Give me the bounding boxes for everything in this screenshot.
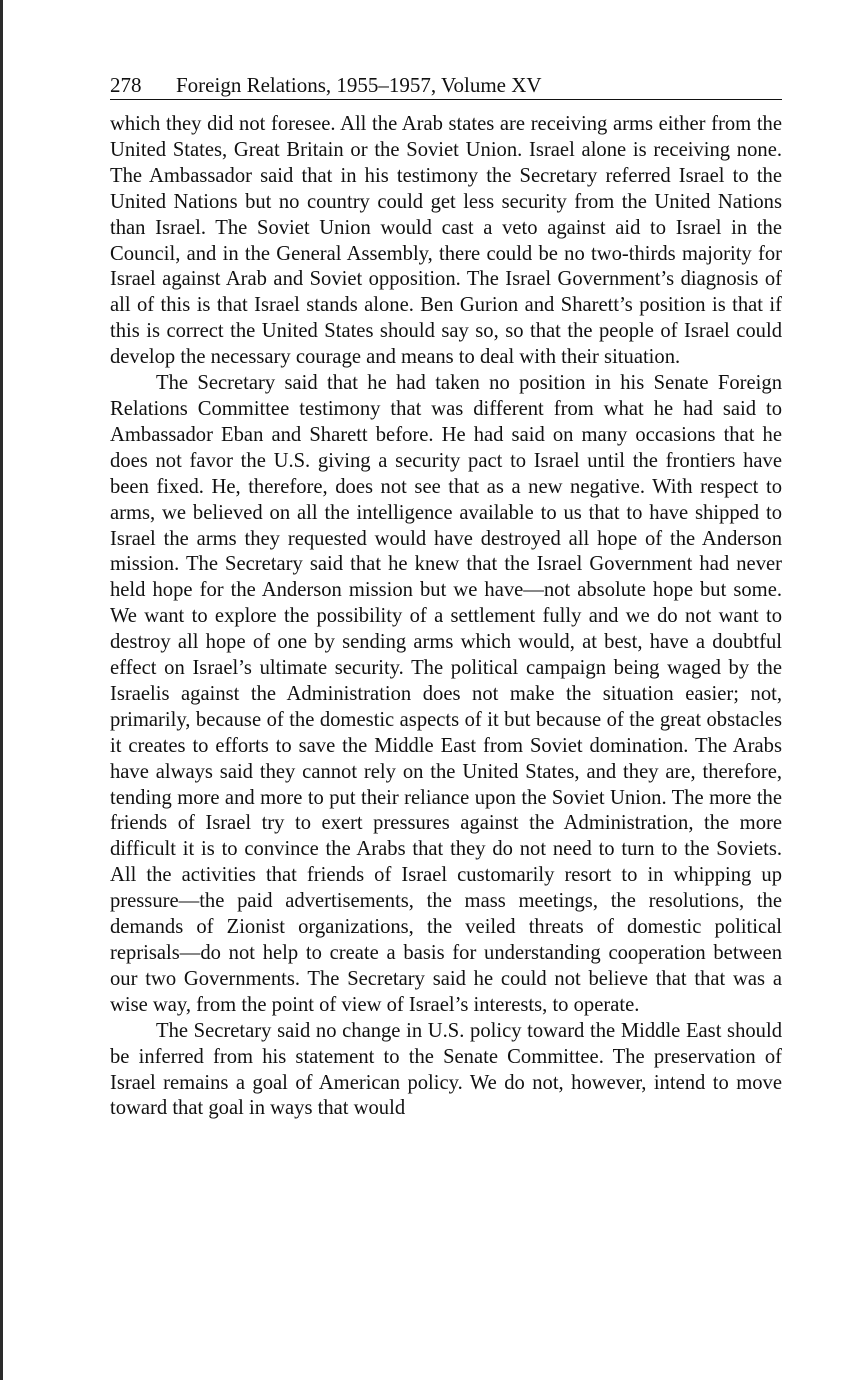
page-number: 278 (110, 73, 142, 97)
paragraph: The Secretary said no change in U.S. policy toward the Middle East should be inferred from his statement to the Senate Committee. The preservation of Israel remains a goal of American policy. We do not, however, intend to move toward that goal in ways that would (110, 1019, 782, 1120)
volume-title: Foreign Relations, 1955–1957, Volume XV (176, 73, 542, 97)
paragraph: The Secretary said that he had taken no position in his Senate Foreign Relations Committee testimony that was different from what he had said to Ambassador Eban and Sharett before. He had said on many occasions that he does not favor the U.S. giving a security pact to Israel until the frontiers have been fixed. He, therefore, does not see that as a new negative. With respect to arms, we believed on all the intelligence available to us that to have shipped to Israel the arms they requested would have destroyed all hope of the Anderson mission. The Secretary said that he knew that the Israel Government had never held hope for the Anderson mission but we have—not absolute hope but some. We want to explore the possibility of a settlement fully and we do not want to destroy all hope of one by sending arms which would, at best, have a doubtful effect on Israel’s ultimate security. The political campaign being waged by the Israelis against the Administration does not make the situation easier; not, primarily, because of the domestic aspects of it but because of the great obstacles it creates to efforts to save the Middle East from Soviet domination. The Arabs have always said they cannot rely on the United States, and they are, therefore, tending more and more to put their reliance upon the Soviet Union. The more the friends of Israel try to exert pressures against the Administration, the more difficult it is to convince the Arabs that they do not need to turn to the Soviets. All the activities that friends of Israel customarily resort to in whipping up pressure—the paid advertisements, the mass meetings, the resolutions, the demands of Zionist organizations, the veiled threats of domestic political reprisals—do not help to create a basis for understanding cooperation between our two Governments. The Secretary said he could not believe that that was a wise way, from the point of view of Israel’s interests, to operate. (110, 372, 782, 1016)
page-edge-shadow (0, 0, 3, 1380)
body-text (110, 112, 782, 1122)
paragraph-continued: which they did not foresee. All the Arab states are receiving arms either from the United States, Great Britain or the Soviet Union. Israel alone is receiving none. The Ambassador said that in his testimony the Secretary referred Israel to the United Nations but no country could get less security from the United Nations than Israel. The Soviet Union would cast a veto against aid to Israel in the Council, and in the General Assembly, there could be no two-thirds majority for Israel against Arab and Soviet opposition. The Israel Government’s diagnosis of all of this is that Israel stands alone. Ben Gurion and Sharett’s position is that if this is correct the United States should say so, so that the people of Israel could develop the necessary courage and means to deal with their situation. (110, 113, 782, 369)
running-header (110, 72, 782, 100)
document-page (110, 72, 782, 1122)
